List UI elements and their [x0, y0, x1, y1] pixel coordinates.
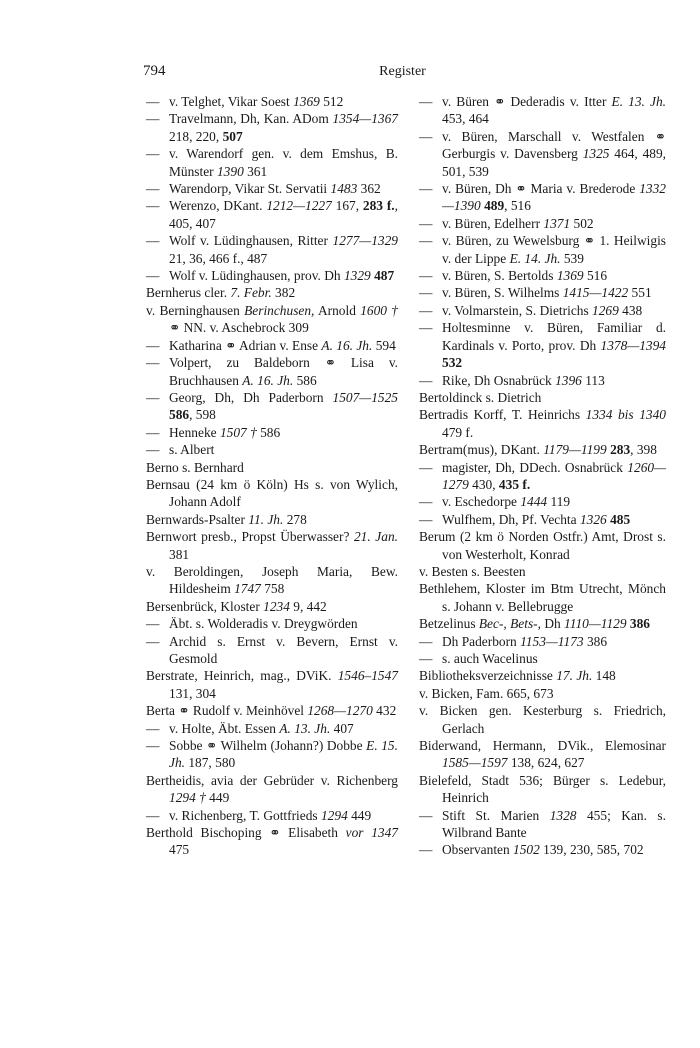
index-entry: Bertheidis, avia der Gebrüder v. Richenberg 1294 † 449 [146, 772, 398, 806]
index-subentry: — Werenzo, DKant. 1212—1227 167, 283 f., 405, 407 [146, 197, 398, 232]
index-entry: Berno s. Bernhard [146, 459, 244, 475]
index-subentry: — Wolf v. Lüdinghausen, Ritter 1277—1329 21, 36, 466 f., 487 [146, 232, 398, 267]
index-subentry: — Wolf v. Lüdinghausen, prov. Dh 1329 487 [146, 267, 398, 284]
index-subentry: — v. Büren, S. Bertolds 1369 516 [419, 267, 666, 284]
index-subentry: — Henneke 1507 † 586 [146, 424, 398, 441]
index-entry: Betzelinus Bec-, Bets-, Dh 1110—1129 386 [419, 616, 650, 632]
index-subentry: — Georg, Dh, Dh Paderborn 1507—1525 586, 598 [146, 389, 398, 424]
index-subentry: — Archid s. Ernst v. Bevern, Ernst v. Gesmold [146, 633, 398, 668]
index-entry: v. Beroldingen, Joseph Maria, Bew. Hildesheim 1747 758 [146, 563, 398, 597]
index-subentry: — v. Volmarstein, S. Dietrichs 1269 438 [419, 302, 666, 319]
page-number: 794 [143, 63, 166, 79]
index-entry: v. Bicken gen. Kesterburg s. Friedrich, Gerlach [419, 703, 666, 736]
index-subentry: — v. Holte, Äbt. Essen A. 13. Jh. 407 [146, 720, 398, 737]
index-subentry: — magister, Dh, DDech. Osnabrück 1260—1279 430, 435 f. [419, 459, 666, 494]
index-subentry: — v. Warendorf gen. v. dem Emshus, B. Münster 1390 361 [146, 145, 398, 180]
running-head: Register [379, 64, 426, 79]
index-entry: Berta ⚭ Rudolf v. Meinhövel 1268—1270 432 [146, 703, 397, 719]
index-subentry: — v. Büren ⚭ Dederadis v. Itter E. 13. Jh. 453, 464 [419, 93, 666, 128]
index-column-left [146, 93, 398, 859]
index-entry: Bertoldinck s. Dietrich [419, 389, 542, 405]
index-subentry: — v. Büren, S. Wilhelms 1415—1422 551 [419, 284, 666, 301]
index-subentry: — Katharina ⚭ Adrian v. Ense A. 16. Jh. 594 [146, 337, 398, 354]
index-entry: Berthold Bischoping ⚭ Elisabeth vor 1347 475 [146, 825, 398, 858]
index-entry: Bethlehem, Kloster im Btm Utrecht, Mönch s. Johann v. Bellebrugge [419, 581, 666, 614]
index-entry: Bielefeld, Stadt 536; Bürger s. Ledebur, Heinrich [419, 772, 666, 806]
index-entry: Berstrate, Heinrich, mag., DViK. 1546–1547 131, 304 [146, 668, 398, 701]
index-subentry: — v. Büren, Dh ⚭ Maria v. Brederode 1332—1390 489, 516 [419, 180, 666, 215]
index-subentry: — s. auch Wacelinus [419, 650, 666, 667]
index-subentry: — v. Büren, zu Wewelsburg ⚭ 1. Heilwigis v. der Lippe E. 14. Jh. 539 [419, 232, 666, 267]
index-subentry: — Stift St. Marien 1328 455; Kan. s. Wilbrand Bante [419, 807, 666, 842]
index-subentry: — Wulfhem, Dh, Pf. Vechta 1326 485 [419, 511, 666, 528]
index-entry: Bernwards-Psalter 11. Jh. 278 [146, 511, 307, 527]
index-subentry: — v. Richenberg, T. Gottfrieds 1294 449 [146, 807, 398, 824]
index-subentry: — v. Büren, Marschall v. Westfalen ⚭ Gerburgis v. Davensberg 1325 464, 489, 501, 539 [419, 128, 666, 180]
index-entry: Bertram(mus), DKant. 1179—1199 283, 398 [419, 442, 657, 458]
index-entry: v. Besten s. Beesten [419, 563, 526, 579]
index-subentry: — Volpert, zu Baldeborn ⚭ Lisa v. Bruchhausen A. 16. Jh. 586 [146, 354, 398, 389]
index-subentry: — Travelmann, Dh, Kan. ADom 1354—1367 218, 220, 507 [146, 110, 398, 145]
index-subentry: — Observanten 1502 139, 230, 585, 702 [419, 841, 666, 858]
index-entry: Bibliotheksverzeichnisse 17. Jh. 148 [419, 668, 616, 684]
index-subentry: — v. Büren, Edelherr 1371 502 [419, 215, 666, 232]
index-subentry: — s. Albert [146, 441, 398, 458]
index-subentry: — v. Telghet, Vikar Soest 1369 512 [146, 93, 398, 110]
index-subentry: — Warendorp, Vikar St. Servatii 1483 362 [146, 180, 398, 197]
index-entry: Bersenbrück, Kloster 1234 9, 442 [146, 598, 327, 614]
index-subentry: — Äbt. s. Wolderadis v. Dreygwörden [146, 615, 398, 632]
index-column-right [419, 93, 666, 859]
index-subentry: — v. Eschedorpe 1444 119 [419, 493, 666, 510]
index-entry: v. Bicken, Fam. 665, 673 [419, 685, 554, 701]
index-entry: Berum (2 km ö Norden Ostfr.) Amt, Drost s. von Westerholt, Konrad [419, 529, 666, 562]
index-entry: Bernsau (24 km ö Köln) Hs s. von Wylich, Johann Adolf [146, 476, 398, 510]
index-subentry: — Rike, Dh Osnabrück 1396 113 [419, 372, 666, 389]
index-entry: Bernwort presb., Propst Überwasser? 21. Jan. 381 [146, 529, 398, 562]
index-subentry: — Sobbe ⚭ Wilhelm (Johann?) Dobbe E. 15. Jh. 187, 580 [146, 737, 398, 772]
index-entry: v. Berninghausen Berinchusen, Arnold 1600 † ⚭ NN. v. Aschebrock 309 [146, 302, 398, 336]
index-entry: Bertradis Korff, T. Heinrichs 1334 bis 1340 479 f. [419, 407, 666, 440]
index-entry: Biderwand, Hermann, DVik., Elemosinar 1585—1597 138, 624, 627 [419, 738, 666, 771]
index-entry: Bernherus cler. 7. Febr. 382 [146, 285, 296, 301]
index-subentry: — Dh Paderborn 1153—1173 386 [419, 633, 666, 650]
index-subentry: — Holtesminne v. Büren, Familiar d. Kardinals v. Porto, prov. Dh 1378—1394 532 [419, 319, 666, 371]
